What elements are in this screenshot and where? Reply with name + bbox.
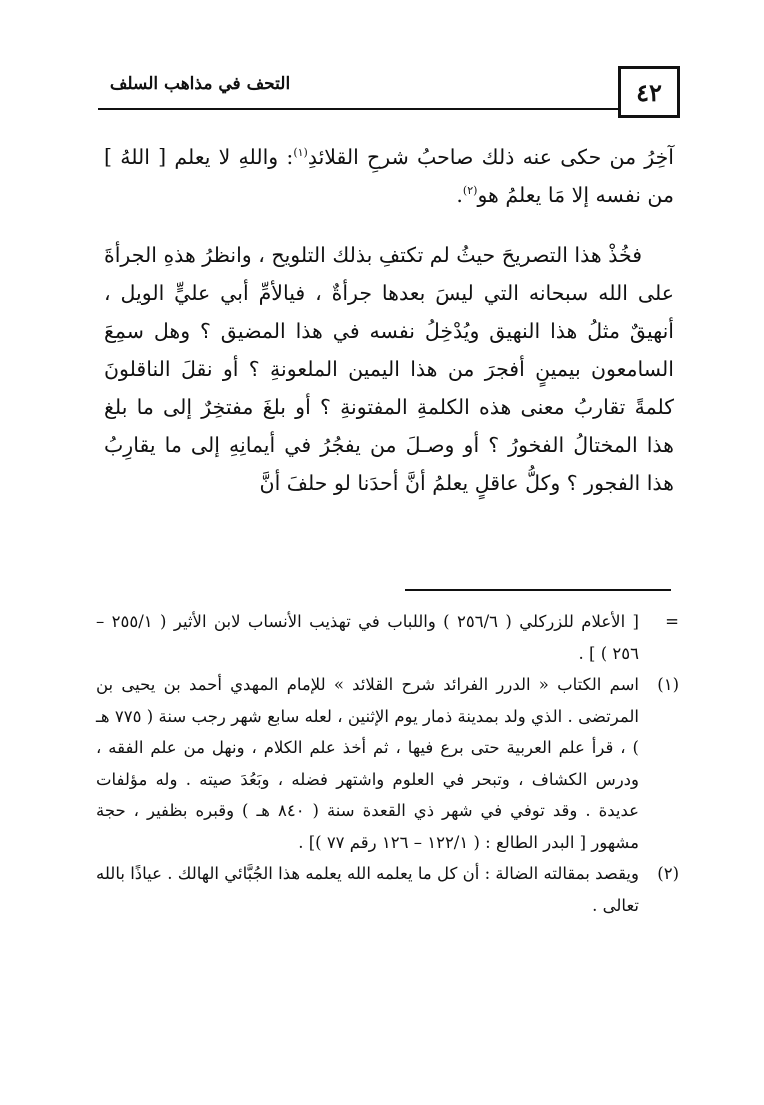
footnote-1 xyxy=(96,669,679,858)
footnote-ref-2: (٢) xyxy=(462,184,478,198)
footnote-text: ويقصد بمقالته الضالة : أن كل ما يعلمه الله يعلمه هذا الجُبَّائي الهالك . عياذًا بالله تعالى . xyxy=(96,864,639,915)
footnote-marker: = xyxy=(665,612,679,631)
running-title: التحف في مذاهب السلف xyxy=(109,74,291,94)
footnote-text: [ الأعلام للزركلي ( ٢٥٦/٦ ) واللباب في تهذيب الأنساب لابن الأثير ( ٢٥٥/١ – ٢٥٦ ) ] . xyxy=(96,612,639,663)
header-divider xyxy=(98,108,618,110)
footnote-text: اسم الكتاب « الدرر الفرائد شرح القلائد » للإمام المهدي أحمد بن يحيى بن المرتضى . الذي ولد بمدينة ذمار يوم الإثنين ، لعله سابع شهر رجب سنة ( ٧٧٥ هـ ) ، قرأ علم العربية حتى برع فيها ، ثم أخذ علم الكلام ، ونهل من علم الفقه ، ودرس الكشاف ، وتبحر في العلوم واشتهر فضله ، وبَعُدَ صيته . وله مؤلفات عديدة . وقد توفي في شهر ذي القعدة سنة ( ٨٤٠ هـ ) وقبره بظفير ، حجة مشهور [ البدر الطالع : ( ١٢٢/١ – ١٢٦ رقم ٧٧ )] . xyxy=(96,675,640,852)
footnote-ref-1: (١) xyxy=(293,146,308,160)
main-text xyxy=(104,138,674,502)
paragraph-1 xyxy=(104,138,674,214)
page-number: ٤٢ xyxy=(618,66,680,118)
footnote-marker: (٢) xyxy=(657,864,679,883)
footnote-divider xyxy=(405,589,671,591)
footnotes xyxy=(96,606,679,921)
footnote-continued xyxy=(96,606,679,669)
footnote-2 xyxy=(96,858,679,921)
paragraph-1-text-c: . xyxy=(456,183,463,207)
paragraph-2: فخُذْ هذا التصريحَ حيثُ لم تكتفِ بذلك التلويح ، وانظرُ هذهِ الجرأةَ على الله سبحانه التي ليسَ بعدها جرأةٌ ، فيالأمِّ أبي عليٍّ الويل ، أنهيقٌ مثلُ هذا النهيق ويُدْخِلُ نفسه في هذا المضيق ؟ وهل سمِعَ السامعون بيمينٍ أفجرَ من هذا اليمين الملعونةِ ؟ أو نقلَ الناقلونَ كلمةً تقاربُ معنى هذه الكلمةِ المفتونةِ ؟ أو بلغَ مفتخِرٌ إلى ما بلغ هذا المختالُ الفخورُ ؟ أو وصـلَ من يفجُرُ في أيمانِهِ إلى ما يقارِبُ هذا الفجور ؟ وكلُّ عاقلٍ يعلمُ أنَّ أحدَنا لو حلفَ أنَّ xyxy=(104,243,674,495)
paragraph-1-text-a: آخِرُ من حكى عنه ذلك صاحبُ شرحِ القلائدِ xyxy=(307,145,674,169)
paragraph-1-text-b: : واللهِ لا يعلم [ اللهُ ] من نفسه إلا مَا يعلمُ هو xyxy=(104,145,674,207)
footnote-marker: (١) xyxy=(657,675,679,694)
